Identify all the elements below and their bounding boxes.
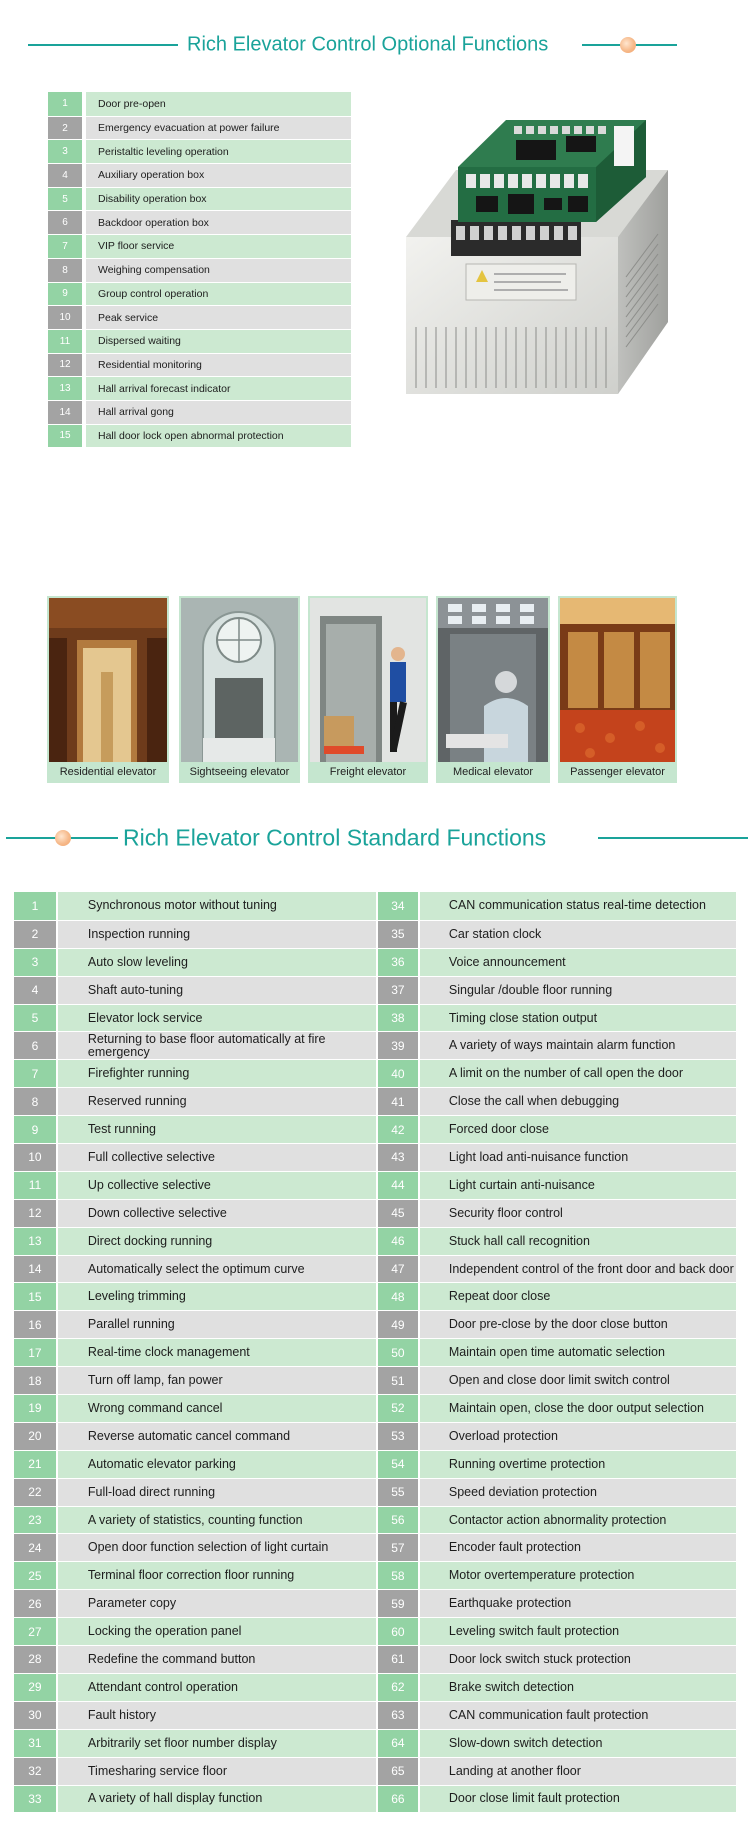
function-label: Arbitrarily set floor number display [58,1730,376,1757]
function-label: Door pre-open [86,92,351,116]
elevator-gallery [47,596,677,783]
row-number: 56 [378,1507,418,1534]
standard-function-row [14,892,736,920]
row-number: 29 [14,1674,56,1701]
function-label: Running overtime protection [420,1451,736,1478]
row-number: 3 [48,140,82,163]
row-number: 2 [14,921,56,948]
function-label: Firefighter running [58,1060,376,1087]
gallery-caption-sightseeing: Sightseeing elevator [189,765,290,778]
standard-function-row [14,1338,736,1366]
row-number: 54 [378,1451,418,1478]
standard-function-row [14,1115,736,1143]
function-label: Forced door close [420,1116,736,1143]
function-label: Residential monitoring [86,354,351,377]
function-label: Inspection running [58,921,376,948]
header-right-line [598,837,748,839]
row-number: 20 [14,1423,56,1450]
row-number: 38 [378,1005,418,1032]
optional-function-row [48,376,351,400]
function-label: Security floor control [420,1200,736,1227]
row-number: 41 [378,1088,418,1115]
standard-function-row [14,920,736,948]
row-number: 12 [48,354,82,377]
row-number: 65 [378,1758,418,1785]
row-number: 19 [14,1395,56,1422]
optional-function-row [48,282,351,306]
function-label: Earthquake protection [420,1590,736,1617]
function-label: Full collective selective [58,1144,376,1171]
row-number: 6 [48,211,82,234]
function-label: Direct docking running [58,1228,376,1255]
standard-function-row [14,1757,736,1785]
standard-functions-title: Rich Elevator Control Standard Functions [123,824,547,851]
standard-function-row [14,1785,736,1813]
row-number: 8 [14,1088,56,1115]
function-label: Car station clock [420,921,736,948]
function-label: Slow-down switch detection [420,1730,736,1757]
row-number: 15 [48,425,82,448]
function-label: Group control operation [86,283,351,306]
optional-function-row [48,353,351,377]
row-number: 42 [378,1116,418,1143]
row-number: 46 [378,1228,418,1255]
standard-function-row [14,1645,736,1673]
function-label: Reserved running [58,1088,376,1115]
row-number: 31 [14,1730,56,1757]
function-label: Encoder fault protection [420,1534,736,1561]
row-number: 25 [14,1562,56,1589]
function-label: Weighing compensation [86,259,351,282]
row-number: 10 [14,1144,56,1171]
function-label: Reverse automatic cancel command [58,1423,376,1450]
standard-function-row [14,1059,736,1087]
gallery-caption-residential: Residential elevator [59,765,157,778]
row-number: 13 [48,377,82,400]
row-number: 13 [14,1228,56,1255]
function-label: Timing close station output [420,1005,736,1032]
row-number: 45 [378,1200,418,1227]
row-number: 62 [378,1674,418,1701]
gallery-caption-passenger: Passenger elevator [570,765,665,778]
row-number: 10 [48,306,82,329]
standard-function-row [14,1227,736,1255]
row-number: 12 [14,1200,56,1227]
function-label: Backdoor operation box [86,211,351,234]
row-number: 5 [14,1005,56,1032]
row-number: 33 [14,1786,56,1813]
function-label: Leveling switch fault protection [420,1618,736,1645]
gallery-card-residential [47,596,169,783]
function-label: Maintain open time automatic selection [420,1339,736,1366]
function-label: Dispersed waiting [86,330,351,353]
standard-functions-table [14,892,736,1812]
function-label: Door close limit fault protection [420,1786,736,1813]
elevator-controller-image [396,112,676,416]
row-number: 26 [14,1590,56,1617]
optional-function-row [48,424,351,448]
row-number: 36 [378,949,418,976]
medical-elevator-image [438,598,548,762]
function-label: Open door function selection of light curtain [58,1534,376,1561]
function-label: Hall arrival gong [86,401,351,424]
function-label: Independent control of the front door and back door [420,1256,736,1283]
row-number: 9 [48,283,82,306]
residential-elevator-image [49,598,167,762]
standard-function-row [14,1171,736,1199]
row-number: 14 [14,1256,56,1283]
function-label: Emergency evacuation at power failure [86,117,351,140]
row-number: 16 [14,1311,56,1338]
function-label: Door lock switch stuck protection [420,1646,736,1673]
row-number: 15 [14,1283,56,1310]
optional-function-row [48,163,351,187]
header-dot [55,830,71,846]
row-number: 2 [48,117,82,140]
function-label: Turn off lamp, fan power [58,1367,376,1394]
row-number: 17 [14,1339,56,1366]
function-label: Overload protection [420,1423,736,1450]
gallery-card-sightseeing [179,596,300,783]
function-label: Maintain open, close the door output selection [420,1395,736,1422]
row-number: 49 [378,1311,418,1338]
standard-function-row [14,1199,736,1227]
function-label: A variety of ways maintain alarm function [420,1032,736,1059]
row-number: 52 [378,1395,418,1422]
row-number: 48 [378,1283,418,1310]
row-number: 60 [378,1618,418,1645]
function-label: VIP floor service [86,235,351,258]
function-label: CAN communication fault protection [420,1702,736,1729]
standard-function-row [14,1087,736,1115]
optional-function-row [48,258,351,282]
sightseeing-elevator-image [181,598,298,762]
standard-function-row [14,1533,736,1561]
row-number: 30 [14,1702,56,1729]
function-label: Automatic elevator parking [58,1451,376,1478]
row-number: 43 [378,1144,418,1171]
row-number: 55 [378,1479,418,1506]
row-number: 6 [14,1032,56,1059]
optional-function-row [48,210,351,234]
row-number: 34 [378,892,418,920]
standard-function-row [14,976,736,1004]
function-label: Peristaltic leveling operation [86,140,351,163]
function-label: Voice announcement [420,949,736,976]
header-dot [620,37,636,53]
row-number: 3 [14,949,56,976]
function-label: CAN communication status real-time detection [420,892,736,920]
optional-function-row [48,400,351,424]
standard-function-row [14,1561,736,1589]
function-label: Hall arrival forecast indicator [86,377,351,400]
standard-function-row [14,948,736,976]
optional-function-row [48,329,351,353]
function-label: Peak service [86,306,351,329]
standard-function-row [14,1422,736,1450]
standard-function-row [14,1589,736,1617]
row-number: 58 [378,1562,418,1589]
row-number: 11 [14,1172,56,1199]
row-number: 9 [14,1116,56,1143]
function-label: Speed deviation protection [420,1479,736,1506]
function-label: Locking the operation panel [58,1618,376,1645]
standard-function-row [14,1366,736,1394]
function-label: Down collective selective [58,1200,376,1227]
gallery-card-passenger [558,596,677,783]
standard-function-row [14,1031,736,1059]
function-label: Close the call when debugging [420,1088,736,1115]
row-number: 11 [48,330,82,353]
standard-function-row [14,1729,736,1757]
optional-function-row [48,305,351,329]
row-number: 53 [378,1423,418,1450]
gallery-card-medical [436,596,550,783]
row-number: 18 [14,1367,56,1394]
function-label: Open and close door limit switch control [420,1367,736,1394]
optional-function-row [48,187,351,211]
row-number: 40 [378,1060,418,1087]
row-number: 21 [14,1451,56,1478]
optional-function-row [48,92,351,116]
row-number: 22 [14,1479,56,1506]
function-label: Shaft auto-tuning [58,977,376,1004]
row-number: 44 [378,1172,418,1199]
function-label: Contactor action abnormality protection [420,1507,736,1534]
row-number: 23 [14,1507,56,1534]
row-number: 4 [48,164,82,187]
optional-function-row [48,139,351,163]
function-label: Wrong command cancel [58,1395,376,1422]
function-label: Terminal floor correction floor running [58,1562,376,1589]
standard-function-row [14,1310,736,1338]
row-number: 14 [48,401,82,424]
standard-function-row [14,1143,736,1171]
standard-function-row [14,1617,736,1645]
row-number: 5 [48,188,82,211]
function-label: Leveling trimming [58,1283,376,1310]
standard-function-row [14,1450,736,1478]
function-label: Test running [58,1116,376,1143]
function-label: Auto slow leveling [58,949,376,976]
function-label: Disability operation box [86,188,351,211]
row-number: 24 [14,1534,56,1561]
row-number: 32 [14,1758,56,1785]
function-label: Fault history [58,1702,376,1729]
function-label: Auxiliary operation box [86,164,351,187]
function-label: Timesharing service floor [58,1758,376,1785]
row-number: 27 [14,1618,56,1645]
standard-function-row [14,1701,736,1729]
row-number: 35 [378,921,418,948]
standard-function-row [14,1478,736,1506]
function-label: Light curtain anti-nuisance [420,1172,736,1199]
function-label: Hall door lock open abnormal protection [86,425,351,448]
freight-elevator-image [310,598,426,762]
row-number: 39 [378,1032,418,1059]
standard-function-row [14,1282,736,1310]
row-number: 51 [378,1367,418,1394]
row-number: 37 [378,977,418,1004]
function-label: Brake switch detection [420,1674,736,1701]
optional-functions-title: Rich Elevator Control Optional Functions [187,33,549,56]
row-number: 64 [378,1730,418,1757]
passenger-elevator-image [560,598,675,762]
function-label: Parallel running [58,1311,376,1338]
row-number: 61 [378,1646,418,1673]
function-label: Landing at another floor [420,1758,736,1785]
function-label: Singular /double floor running [420,977,736,1004]
standard-functions-header [0,818,750,858]
gallery-card-freight [308,596,428,783]
function-label: Attendant control operation [58,1674,376,1701]
row-number: 50 [378,1339,418,1366]
function-label: A variety of hall display function [58,1786,376,1813]
row-number: 7 [14,1060,56,1087]
optional-functions-header [0,25,750,65]
standard-function-row [14,1004,736,1032]
standard-function-row [14,1506,736,1534]
function-label: Full-load direct running [58,1479,376,1506]
row-number: 1 [14,892,56,920]
row-number: 1 [48,92,82,116]
row-number: 7 [48,235,82,258]
function-label: Synchronous motor without tuning [58,892,376,920]
gallery-caption-medical: Medical elevator [452,765,534,778]
optional-function-row [48,116,351,140]
row-number: 47 [378,1256,418,1283]
standard-function-row [14,1673,736,1701]
function-label: Automatically select the optimum curve [58,1256,376,1283]
function-label: Real-time clock management [58,1339,376,1366]
function-label: Light load anti-nuisance function [420,1144,736,1171]
header-left-line [28,44,178,46]
function-label: Door pre-close by the door close button [420,1311,736,1338]
row-number: 57 [378,1534,418,1561]
standard-function-row [14,1394,736,1422]
row-number: 66 [378,1786,418,1813]
function-label: Motor overtemperature protection [420,1562,736,1589]
function-label: Stuck hall call recognition [420,1228,736,1255]
function-label: Redefine the command button [58,1646,376,1673]
optional-function-row [48,234,351,258]
function-label: Repeat door close [420,1283,736,1310]
row-number: 63 [378,1702,418,1729]
function-label: A variety of statistics, counting function [58,1507,376,1534]
row-number: 28 [14,1646,56,1673]
function-label: Returning to base floor automatically at fire emergency [58,1032,376,1059]
row-number: 4 [14,977,56,1004]
function-label: Elevator lock service [58,1005,376,1032]
optional-functions-table [48,92,351,447]
function-label: A limit on the number of call open the door [420,1060,736,1087]
row-number: 59 [378,1590,418,1617]
standard-function-row [14,1255,736,1283]
row-number: 8 [48,259,82,282]
function-label: Up collective selective [58,1172,376,1199]
function-label: Parameter copy [58,1590,376,1617]
gallery-caption-freight: Freight elevator [329,765,407,778]
